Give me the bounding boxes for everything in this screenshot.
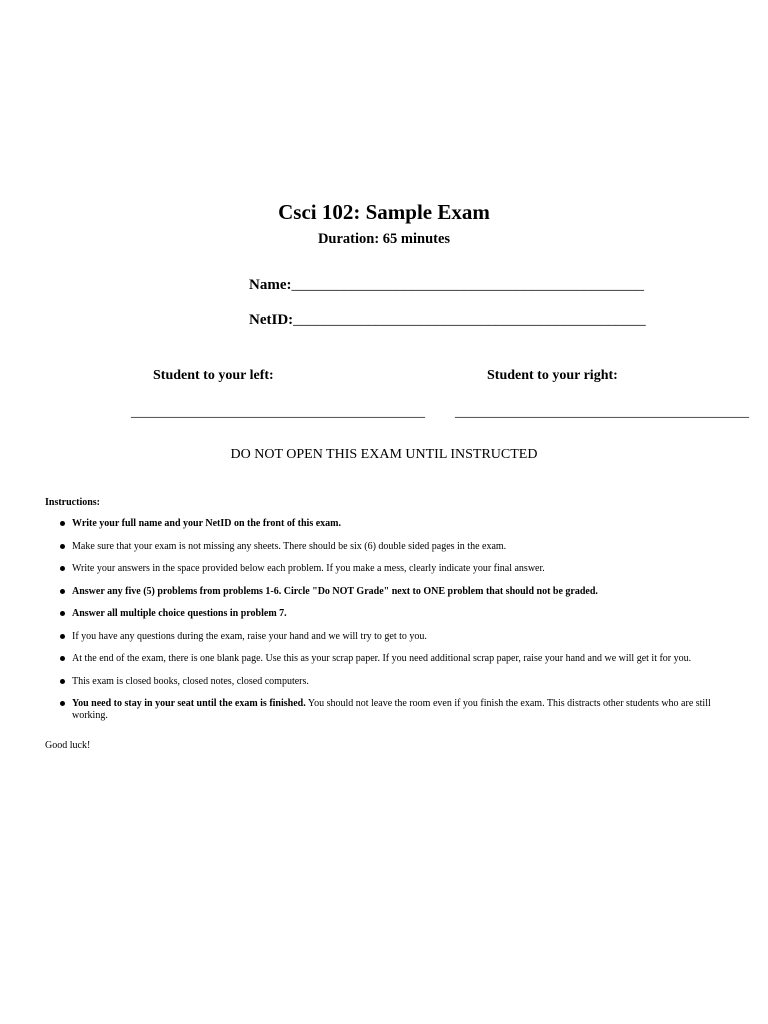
exam-title: Csci 102: Sample Exam xyxy=(278,200,490,224)
instructions-heading: Instructions: xyxy=(45,497,101,508)
instruction-item: Answer any five (5) problems from problems 1-6. Circle "Do NOT Grade" next to ONE problem that should not be graded. xyxy=(60,586,730,598)
bullet-icon xyxy=(60,521,65,526)
instruction-item: If you have any questions during the exam, raise your hand and we will try to get to you. xyxy=(60,631,730,643)
student-right-blank-line: __________________________________________ xyxy=(455,405,749,420)
instruction-item: You need to stay in your seat until the exam is finished. You should not leave the room even if you finish the exam. This distracts other students who are still working. xyxy=(60,698,730,722)
netid-field xyxy=(249,312,646,329)
student-left-label: Student to your left: xyxy=(153,368,274,383)
bullet-icon xyxy=(60,611,65,616)
bullet-icon xyxy=(60,679,65,684)
instruction-item: This exam is closed books, closed notes, closed computers. xyxy=(60,676,730,688)
student-left-blank-line: __________________________________________ xyxy=(131,405,425,420)
instruction-item: At the end of the exam, there is one blank page. Use this as your scrap paper. If you need additional scrap paper, raise your hand and we will get it for you. xyxy=(60,653,730,665)
good-luck-text: Good luck! xyxy=(45,740,91,751)
bullet-icon xyxy=(60,544,65,549)
instructions-list xyxy=(60,518,730,733)
name-blank-line: _______________________________________________ xyxy=(291,277,644,293)
bullet-icon xyxy=(60,701,65,706)
bullet-icon xyxy=(60,566,65,571)
do-not-open-warning: DO NOT OPEN THIS EXAM UNTIL INSTRUCTED xyxy=(230,447,538,462)
name-field xyxy=(249,277,644,294)
instruction-item: Write your answers in the space provided below each problem. If you make a mess, clearly indicate your final answer. xyxy=(60,563,730,575)
instruction-item: Answer all multiple choice questions in problem 7. xyxy=(60,608,730,620)
exam-duration: Duration: 65 minutes xyxy=(317,231,451,247)
instruction-item: Write your full name and your NetID on the front of this exam. xyxy=(60,518,730,530)
name-label: Name: xyxy=(249,277,292,293)
instruction-item: Make sure that your exam is not missing any sheets. There should be six (6) double sided pages in the exam. xyxy=(60,541,730,553)
bullet-icon xyxy=(60,656,65,661)
netid-label: NetID: xyxy=(249,312,294,328)
netid-blank-line: _______________________________________________ xyxy=(293,312,646,328)
student-right-label: Student to your right: xyxy=(487,368,618,383)
bullet-icon xyxy=(60,634,65,639)
bullet-icon xyxy=(60,589,65,594)
